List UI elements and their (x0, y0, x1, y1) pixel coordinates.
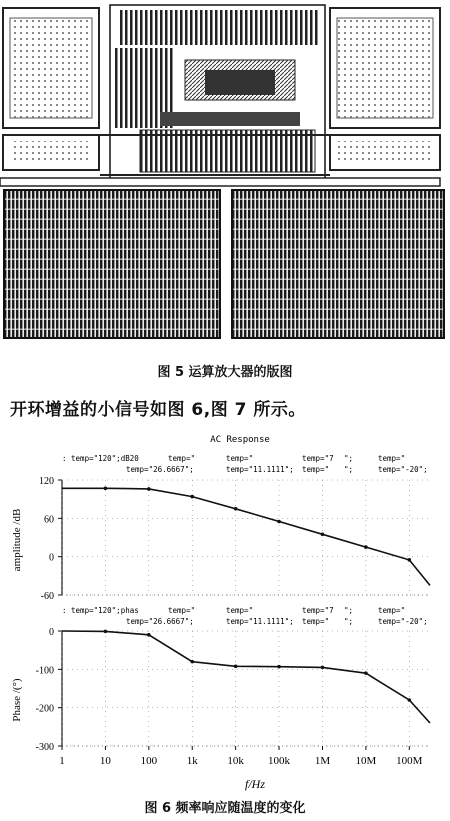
amp-data-point (364, 545, 368, 549)
phase-data-point (364, 671, 368, 675)
amp-legend-row2-3: temp=" (302, 465, 330, 474)
phase-y-tick-label: -100 (35, 665, 54, 677)
amp-ylabel: amplitude /dB (11, 508, 23, 572)
amp-y-tick-label: 120 (39, 476, 54, 487)
phase-legend-row2-1: temp="26.6667"; (126, 617, 194, 626)
amplitude-plot-area (39, 476, 430, 602)
phase-data-point (147, 633, 151, 637)
amp-legend-row1-1: temp=" (168, 454, 196, 463)
amplitude-panel (11, 454, 430, 602)
amp-legend-row1-2: temp=" (226, 454, 254, 463)
x-tick-label: 1 (59, 755, 65, 767)
phase-legend-row2-4: "; (344, 617, 354, 626)
x-axis-tick-labels (59, 746, 422, 767)
x-tick-label: 1k (186, 755, 198, 767)
figure-6-caption: 图 6 频率响应随温度的变化 (144, 801, 306, 816)
chart-title: AC Response (210, 435, 270, 445)
amp-legend-row2-5: temp="-20"; (378, 465, 428, 474)
amp-data-point (104, 487, 108, 491)
phase-legend-row1-1: temp=" (168, 606, 196, 615)
x-tick-label: 10 (99, 755, 111, 767)
amp-legend-row1-4: "; (344, 454, 354, 463)
op-amp-layout-image (0, 0, 450, 340)
figure-5-caption: 图 5 运算放大器的版图 (157, 365, 293, 380)
phase-plot-area (36, 627, 430, 753)
amp-data-point (407, 558, 411, 562)
phase-legend-row1-4: "; (344, 606, 354, 615)
x-tick-label: 100M (396, 755, 423, 767)
phase-legend-row1-5: temp=" (378, 606, 406, 615)
phase-data-point (407, 698, 411, 702)
phase-y-tick-label: -300 (35, 742, 54, 753)
phase-y-tick-label: 0 (49, 627, 54, 638)
phase-legend-row1-0: : temp="120";phas (62, 606, 139, 615)
phase-data-point (277, 665, 281, 669)
phase-legend-row1-2: temp=" (226, 606, 254, 615)
phase-legend-row2-3: temp=" (302, 617, 330, 626)
x-tick-label: 10M (355, 755, 377, 767)
phase-data-point (321, 666, 325, 670)
x-tick-label: 1M (314, 755, 331, 767)
phase-data-point (190, 660, 194, 664)
amp-y-tick-label: 60 (44, 514, 54, 526)
x-tick-label: 100 (140, 755, 158, 767)
phase-y-tick-label: -200 (35, 703, 54, 715)
amp-legend-row2-1: temp="26.6667"; (126, 465, 194, 474)
phase-data-point (234, 664, 238, 668)
phase-data-point (104, 630, 108, 634)
phase-panel (11, 606, 430, 753)
phase-legend-row1-3: temp="7 (302, 606, 334, 615)
amp-legend-row1-0: : temp="120";dB20 (62, 454, 139, 463)
x-tick-label: 100k (268, 755, 291, 767)
phase-ylabel: Phase /(°) (11, 678, 23, 722)
ac-response-chart (0, 428, 450, 793)
amp-series-line (62, 488, 430, 585)
amp-y-tick-label: 0 (49, 552, 54, 564)
amp-data-point (277, 520, 281, 524)
amp-data-point (190, 495, 194, 499)
amp-y-tick-label: -60 (40, 591, 54, 602)
phase-legend-row2-2: temp="11.1111"; (226, 617, 294, 626)
x-tick-label: 10k (227, 755, 244, 767)
body-paragraph: 开环增益的小信号如图 6,图 7 所示。 (10, 400, 306, 420)
phase-series-line (62, 631, 430, 723)
phase-legend-row2-5: temp="-20"; (378, 617, 428, 626)
amp-legend-row2-4: "; (344, 465, 354, 474)
amp-data-point (321, 533, 325, 537)
amp-data-point (147, 487, 151, 491)
amp-legend-row1-5: temp=" (378, 454, 406, 463)
amp-legend-row2-2: temp="11.1111"; (226, 465, 294, 474)
amp-legend-row1-3: temp="7 (302, 454, 334, 463)
x-axis-label: f/Hz (244, 777, 266, 791)
amp-data-point (234, 507, 238, 511)
